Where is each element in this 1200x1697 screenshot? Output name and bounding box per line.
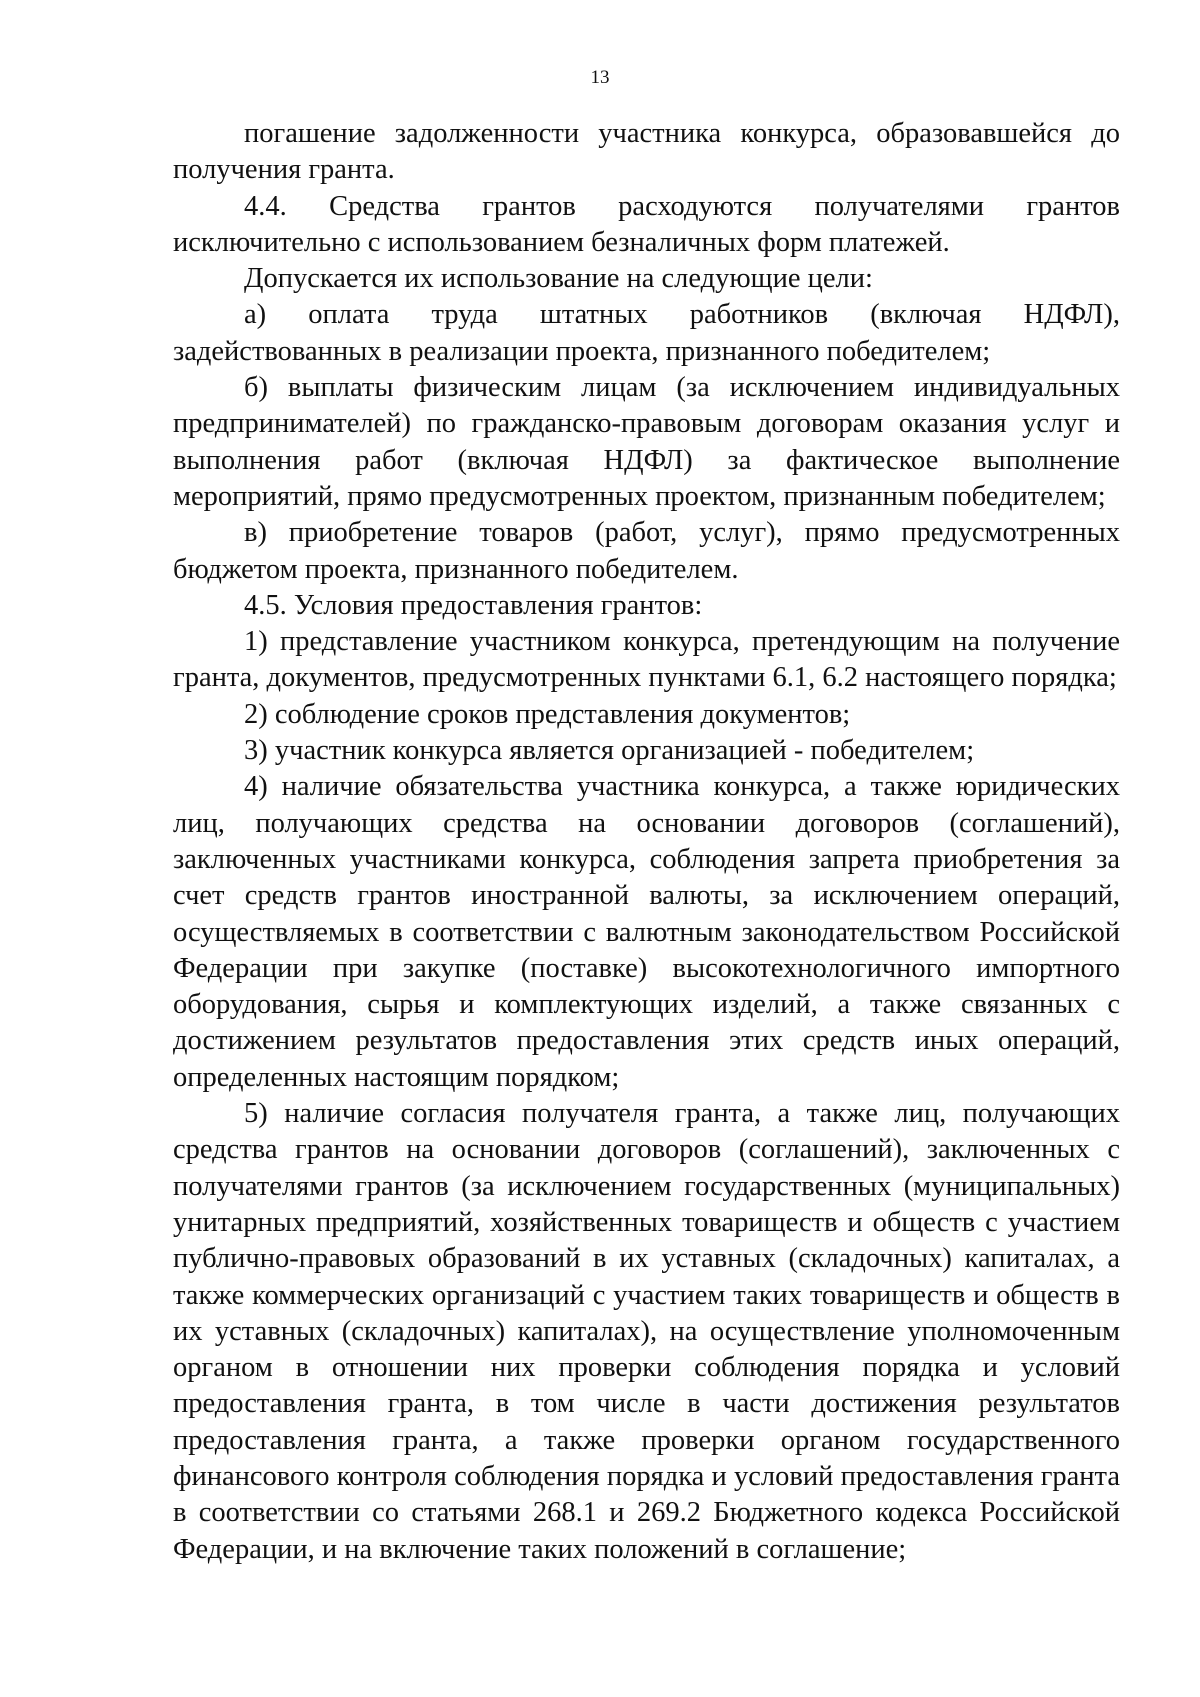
paragraph-debt-repayment: погашение задолженности участника конкурса, образовавшейся до получения гранта. — [173, 118, 1120, 186]
paragraph-4-4: 4.4. Средства грантов расходуются получателями грантов исключительно с использованием безналичных форм платежей. — [173, 190, 1120, 258]
paragraph-condition-2: 2) соблюдение сроков представления документов; — [244, 698, 851, 730]
paragraph-condition-3: 3) участник конкурса является организацией - победителем; — [244, 735, 975, 767]
page-number: 13 — [590, 67, 610, 88]
paragraph-item-b: б) выплаты физическим лицам (за исключением индивидуальных предпринимателей) по гражданско-правовым договорам оказания услуг и выполнения работ (включая НДФЛ) за фактическое выполнение мероприятий, прямо предусмотренных проектом, признанным победителем; — [173, 372, 1120, 512]
paragraph-condition-1: 1) представление участником конкурса, претендующим на получение гранта, документов, предусмотренных пунктами 6.1, 6.2 настоящего порядка; — [173, 626, 1120, 694]
paragraph-condition-5: 5) наличие согласия получателя гранта, а также лиц, получающих средства грантов на основании договоров (соглашений), заключенных с получателями грантов (за исключением государственных (муниципальных) унитарных предприятий, хозяйственных товариществ и обществ с участием публично-правовых образований в их уставных (складочных) капиталах, а также коммерческих организаций с участием таких товариществ и обществ в их уставных (складочных) капиталах), на осуществление уполномоченным органом в отношении них проверки соблюдения порядка и условий предоставления гранта, в том числе в части достижения результатов предоставления гранта, а также проверки органом государственного финансового контроля соблюдения порядка и условий предоставления гранта в соответствии со статьями 268.1 и 269.2 Бюджетного кодекса Российской Федерации, и на включение таких положений в соглашение; — [173, 1098, 1120, 1565]
document-body — [173, 116, 1120, 1568]
paragraph-item-v: в) приобретение товаров (работ, услуг), прямо предусмотренных бюджетом проекта, признанного победителем. — [173, 517, 1120, 585]
paragraph-4-5: 4.5. Условия предоставления грантов: — [244, 589, 703, 621]
paragraph-condition-4: 4) наличие обязательства участника конкурса, а также юридических лиц, получающих средства на основании договоров (соглашений), заключенных участниками конкурса, соблюдения запрета приобретения за счет средств грантов иностранной валюты, за исключением операций, осуществляемых в соответствии с валютным законодательством Российской Федерации при закупке (поставке) высокотехнологичного импортного оборудования, сырья и комплектующих изделий, а также связанных с достижением результатов предоставления этих средств иных операций, определенных настоящим порядком; — [173, 771, 1120, 1093]
paragraph-item-a: а) оплата труда штатных работников (включая НДФЛ), задействованных в реализации проекта, признанного победителем; — [173, 299, 1120, 367]
paragraph-allowed-purposes: Допускается их использование на следующие цели: — [244, 263, 873, 295]
